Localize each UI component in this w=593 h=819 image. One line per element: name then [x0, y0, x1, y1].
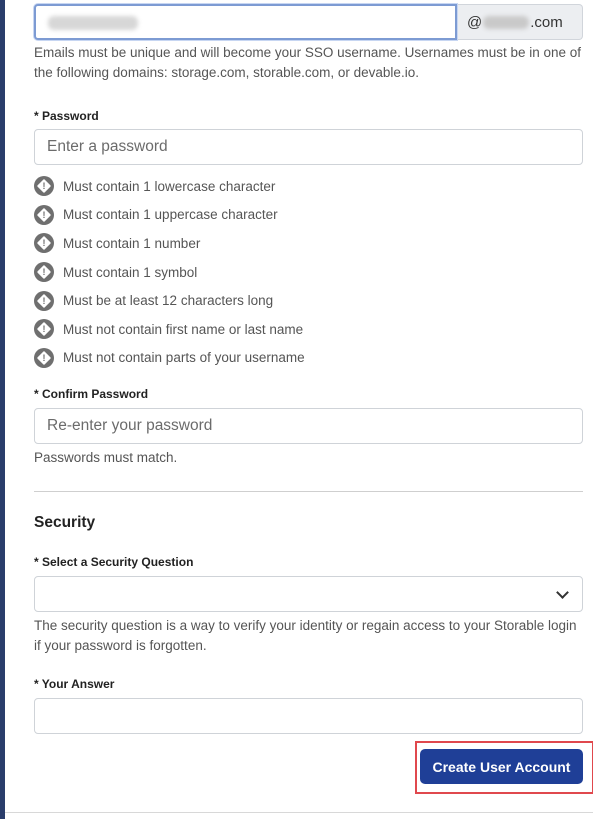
warning-diamond-icon: [34, 319, 54, 339]
create-user-account-button[interactable]: Create User Account: [420, 749, 583, 784]
chevron-down-icon: [556, 586, 569, 599]
email-help-text: Emails must be unique and will become your SSO username. Usernames must be in one of the following domains: storage.com, storable.com, or devable.io.: [34, 45, 582, 80]
section-divider: [34, 491, 583, 492]
password-rule: [34, 286, 305, 315]
email-domain-suffix: .com: [530, 13, 563, 31]
warning-diamond-icon: [34, 176, 54, 196]
password-rule-text: Must not contain parts of your username: [63, 350, 305, 366]
warning-diamond-icon: [34, 262, 54, 282]
confirm-password-label: * Confirm Password: [34, 387, 149, 401]
warning-diamond-icon: [34, 348, 54, 368]
password-rule-text: Must contain 1 symbol: [63, 264, 198, 280]
security-answer-label: * Your Answer: [34, 677, 115, 691]
email-username-input[interactable]: [34, 4, 457, 40]
password-input[interactable]: [34, 129, 583, 165]
warning-diamond-icon: [34, 291, 54, 311]
password-rule: [34, 201, 305, 230]
confirm-password-placeholder: Re-enter your password: [47, 417, 213, 434]
left-accent-bar: [0, 0, 5, 819]
password-label: * Password: [34, 109, 99, 123]
email-domain-addon: [457, 4, 583, 40]
email-redacted-value: [48, 16, 138, 30]
password-rule-text: Must be at least 12 characters long: [63, 293, 274, 309]
confirm-password-help-text: Passwords must match.: [34, 450, 178, 465]
password-rule: [34, 172, 305, 201]
password-rule: [34, 258, 305, 287]
email-domain-prefix: @: [467, 13, 483, 31]
email-row: [34, 4, 583, 40]
password-placeholder: Enter a password: [47, 138, 168, 155]
password-rule-text: Must contain 1 uppercase character: [63, 207, 278, 223]
password-rule: [34, 315, 305, 344]
password-rules-list: [34, 172, 305, 372]
password-rule: [34, 344, 305, 373]
security-question-select[interactable]: [34, 576, 583, 612]
email-domain-redacted: [483, 16, 529, 29]
security-answer-input[interactable]: [34, 698, 583, 734]
password-rule-text: Must contain 1 lowercase character: [63, 178, 276, 194]
warning-diamond-icon: [34, 205, 54, 225]
warning-diamond-icon: [34, 233, 54, 253]
bottom-divider: [5, 812, 593, 813]
security-question-help-text: The security question is a way to verify your identity or regain access to your Storable login if your password is forgotten.: [34, 618, 577, 653]
confirm-password-input[interactable]: [34, 408, 583, 444]
security-section-title: Security: [34, 514, 96, 531]
password-rule-text: Must contain 1 number: [63, 235, 201, 251]
password-rule-text: Must not contain first name or last name: [63, 321, 304, 337]
password-rule: [34, 229, 305, 258]
security-question-label: * Select a Security Question: [34, 555, 194, 569]
